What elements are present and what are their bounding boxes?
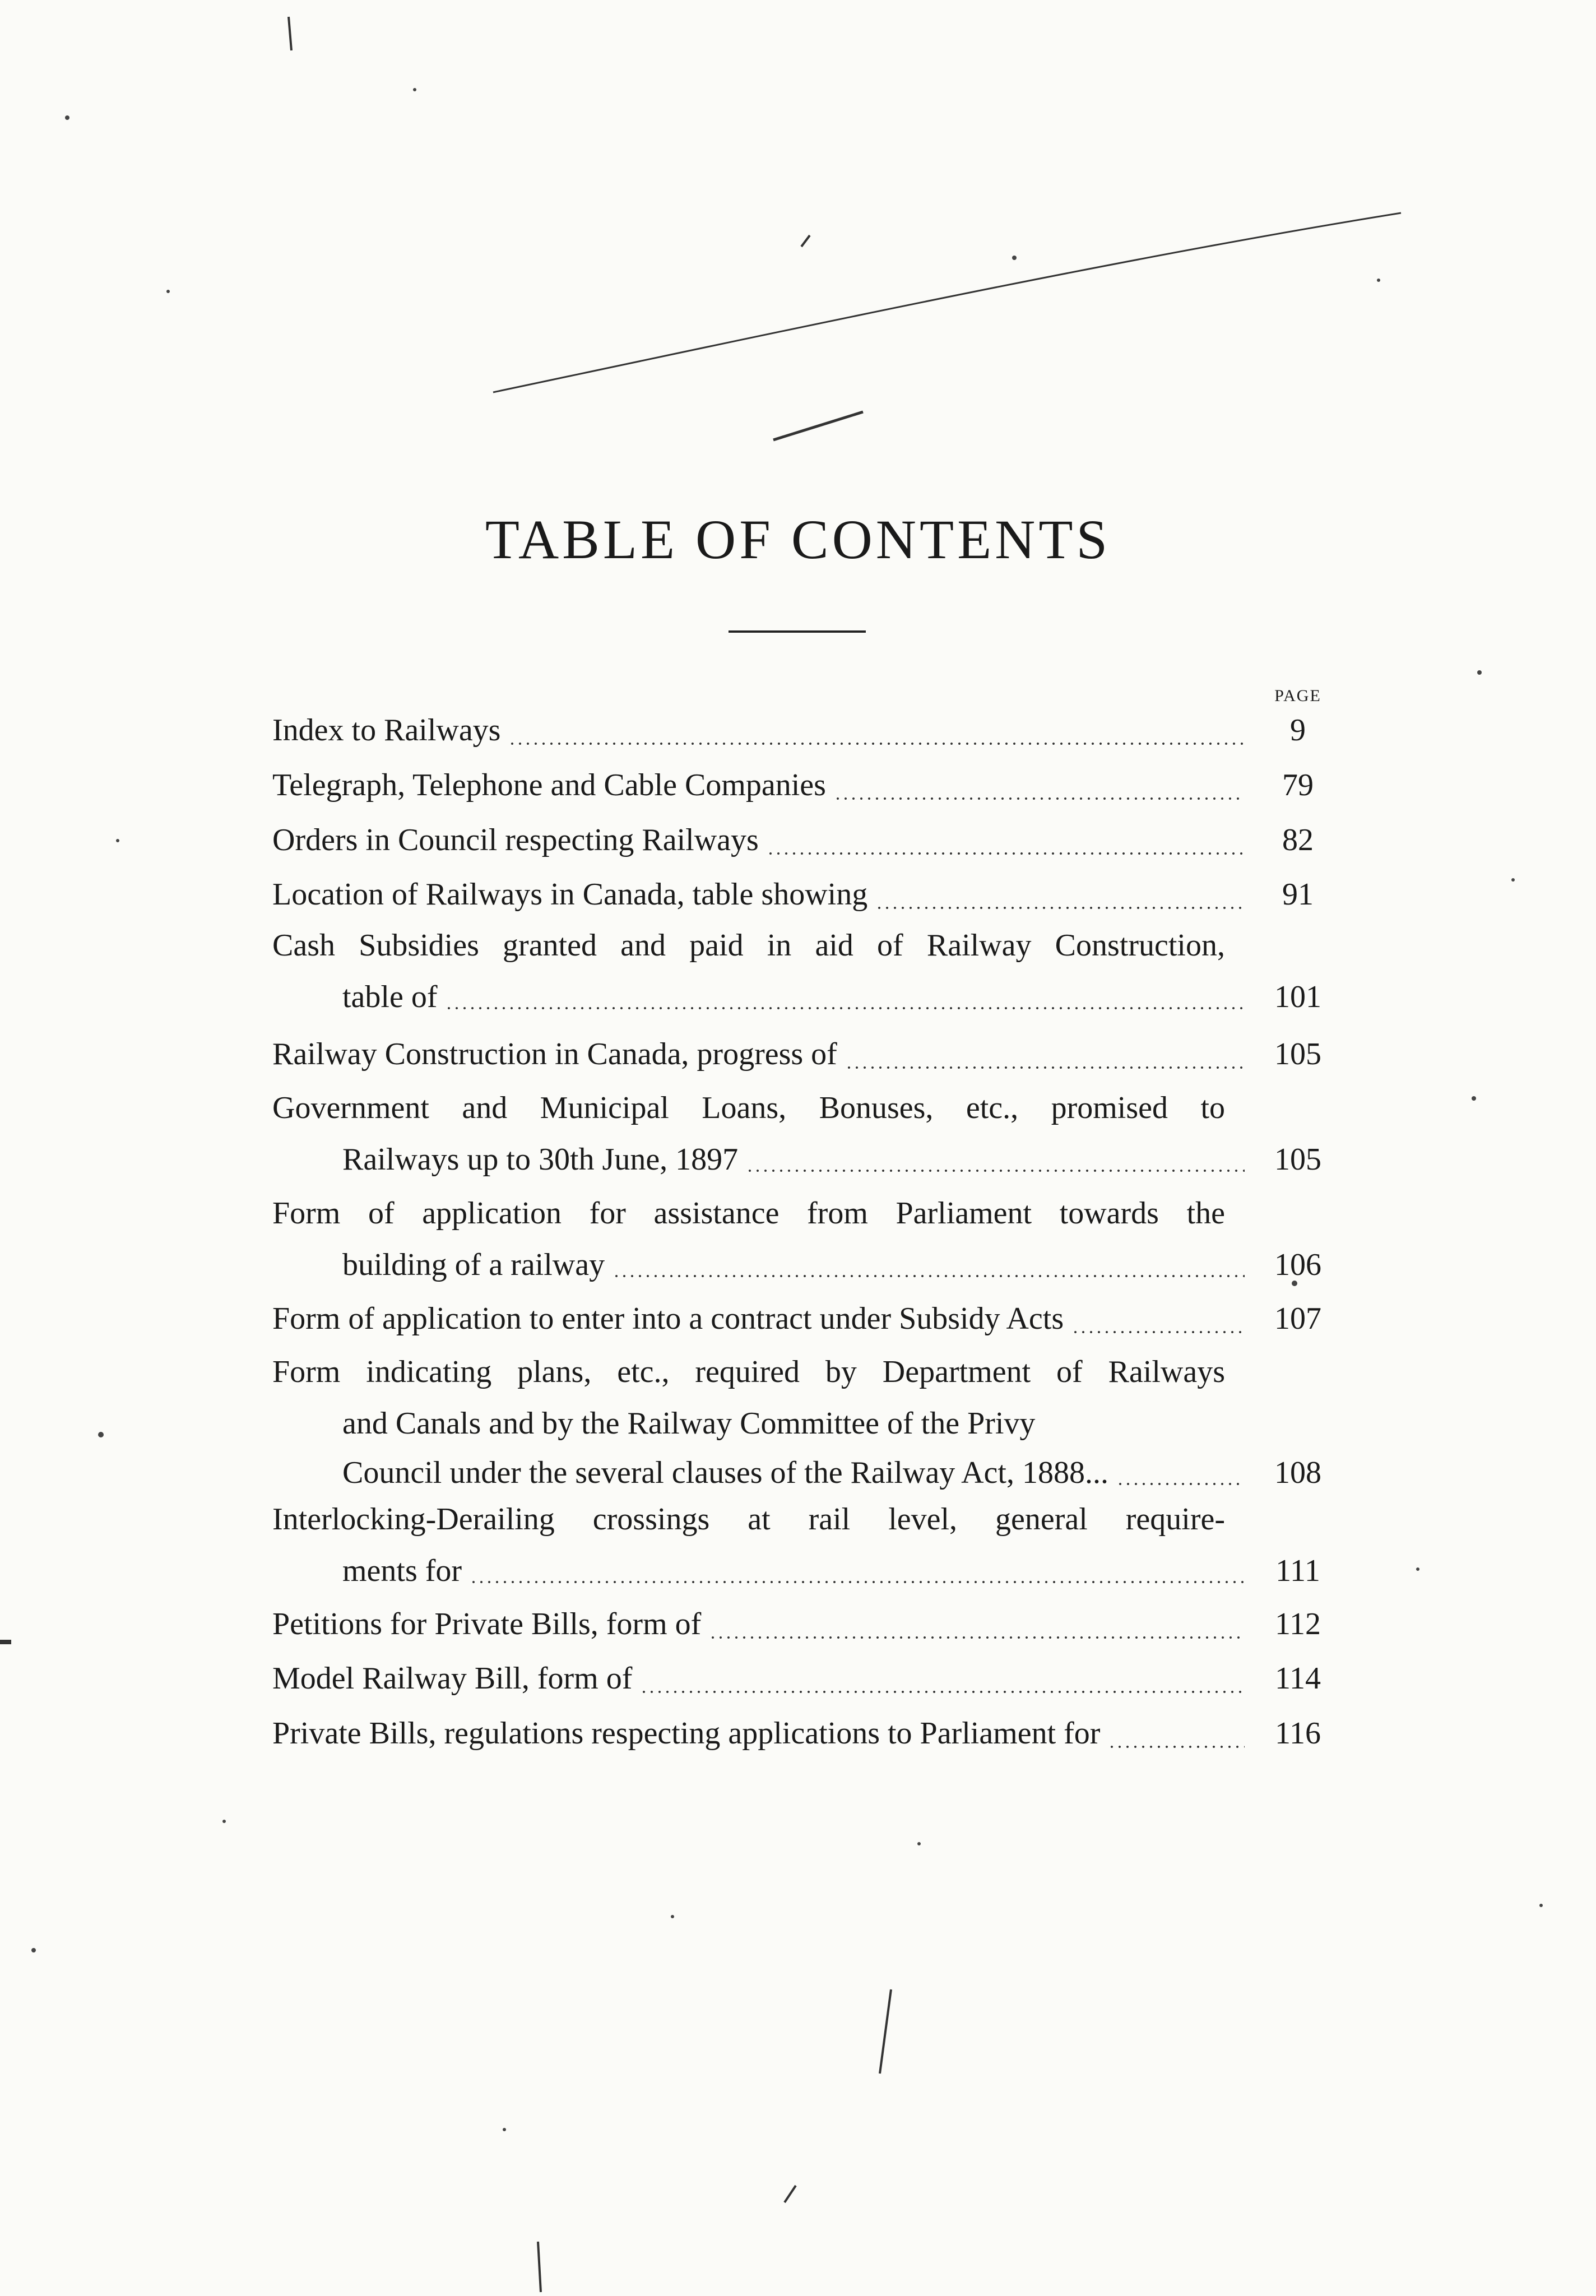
dot-leader [613,1275,1245,1277]
dot-leader [845,1066,1245,1069]
toc-entry [272,758,1337,812]
toc-page-number: 106 [1274,1247,1321,1282]
toc-page-number: 105 [1274,1037,1321,1072]
toc-page-number: 107 [1274,1301,1321,1336]
toc-entry [272,919,1337,1022]
toc-entry [272,1706,1337,1760]
toc-entry-title: building of a railway [342,1247,605,1282]
toc-page-number: 114 [1275,1661,1321,1696]
toc-entry [272,813,1337,867]
dot-leader [470,1581,1245,1583]
toc-page-number: 116 [1275,1716,1321,1751]
page-column-header: PAGE [1274,687,1321,705]
toc-entry-title: Location of Railways in Canada, table showing [272,877,868,912]
toc-entry-title: Petitions for Private Bills, form of [272,1607,702,1641]
toc-page-number: 91 [1282,877,1314,912]
toc-entry-title: Interlocking-Derailing crossings at rail level, general require- [272,1502,1225,1537]
dot-leader [709,1636,1245,1639]
toc-page-number: 105 [1274,1142,1321,1177]
toc-entry-title: and Canals and by the Railway Committee of the Privy [342,1406,1036,1441]
toc-page-number: 112 [1275,1607,1321,1641]
toc-entry [272,1597,1337,1651]
toc-entry-title: Council under the several clauses of the Railway Act, 1888... [342,1455,1108,1490]
dot-leader [767,852,1245,855]
dot-leader [875,907,1245,909]
toc-entry-title: Private Bills, regulations respecting applications to Parliament for [272,1716,1101,1751]
toc-entry-title: Government and Municipal Loans, Bonuses, etc., promised to [272,1091,1225,1125]
dot-leader [508,743,1245,745]
page-title: TABLE OF CONTENTS [485,508,1111,570]
toc-entry [272,1652,1337,1705]
toc-entry-title: Railway Construction in Canada, progress of [272,1037,837,1072]
toc-page-number: 9 [1290,713,1306,748]
toc-entry-title: Orders in Council respecting Railways [272,823,759,857]
toc-entry-title: Model Railway Bill, form of [272,1661,633,1696]
toc-page-number: 79 [1282,768,1314,803]
toc-entry-title: table of [342,980,438,1014]
toc-entry-title: Form of application for assistance from Parliament towards the [272,1196,1225,1231]
toc-entry [272,1345,1337,1497]
dot-leader [445,1007,1245,1009]
toc-page-number: 111 [1275,1553,1320,1588]
toc-page-number: 82 [1282,823,1314,857]
dot-leader [1108,1746,1245,1748]
toc-entry [272,703,1337,757]
toc-page-number: 101 [1274,980,1321,1014]
toc-entry-title: Railways up to 30th June, 1897 [342,1142,739,1177]
toc-entry [272,1027,1337,1081]
toc-entry-title: Form indicating plans, etc., required by Department of Railways [272,1355,1225,1389]
dot-leader [834,797,1245,800]
dot-leader [1116,1483,1245,1485]
toc-entry [272,1292,1337,1346]
toc-entry [272,1081,1337,1184]
toc-entry-title: Form of application to enter into a contract under Subsidy Acts [272,1301,1064,1336]
title-rule [729,630,866,633]
toc-entry [272,1492,1337,1595]
toc-entry [272,1186,1337,1290]
dot-leader [1071,1331,1245,1333]
dot-leader [746,1170,1245,1172]
toc-entry-title: Cash Subsidies granted and paid in aid of Railway Construction, [272,928,1225,963]
toc-entry-title: ments for [342,1553,462,1588]
dot-leader [640,1691,1245,1693]
toc-page-number: 108 [1274,1455,1321,1490]
toc-entry [272,868,1337,921]
toc-entry-title: Index to Railways [272,713,501,748]
toc-entry-title: Telegraph, Telephone and Cable Companies [272,768,826,803]
